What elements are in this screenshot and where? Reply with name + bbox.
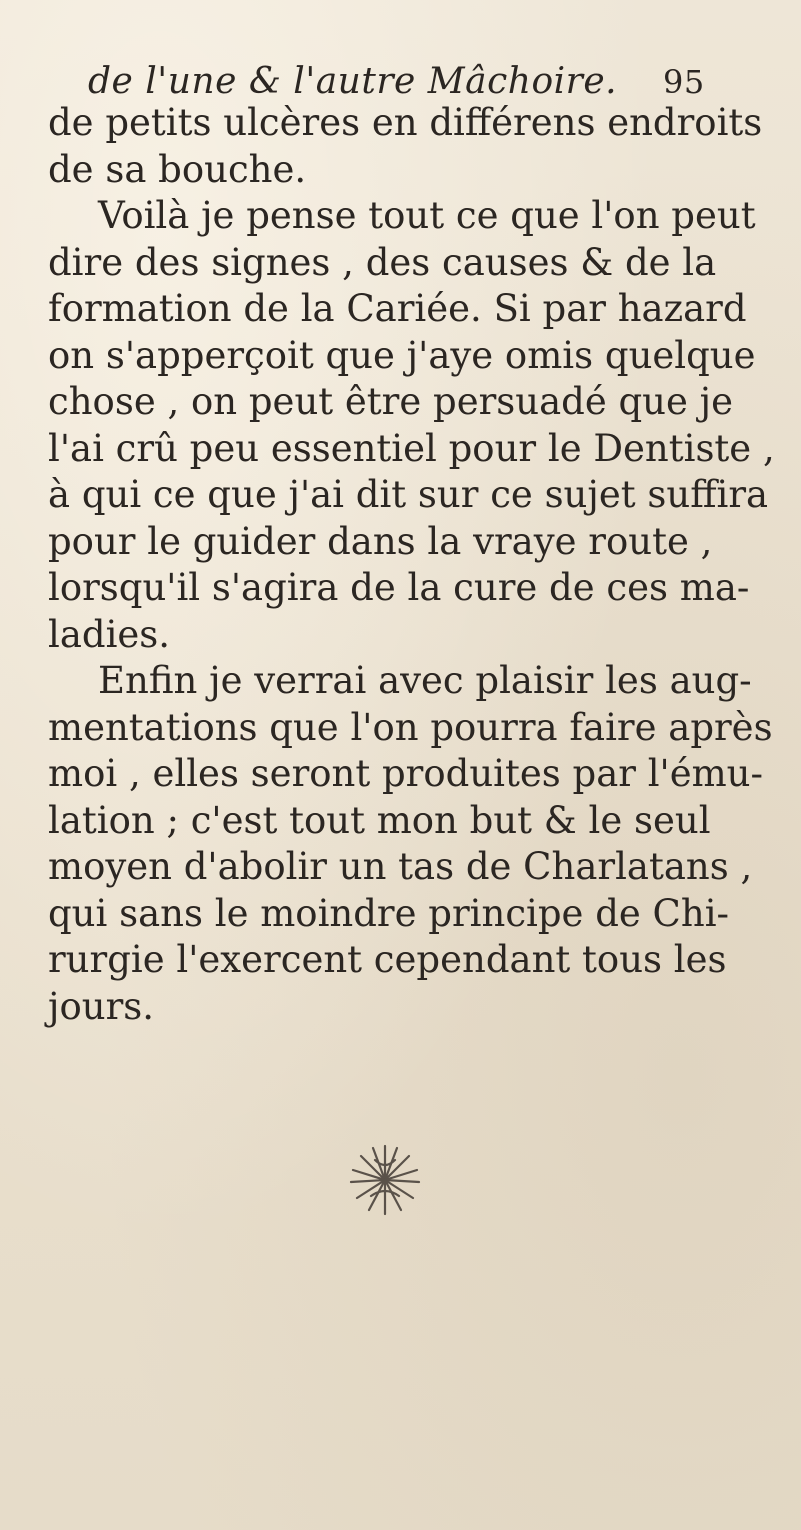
text-line: chose , on peut être persuadé que je — [48, 380, 734, 423]
running-title: de l'une & l'autre Mâchoire. — [88, 61, 618, 102]
text-line: ladies. — [48, 612, 171, 656]
text-line: pour le guider dans la vraye route , — [48, 519, 713, 563]
text-line: formation de la Cariée. Si par hazard — [48, 287, 747, 330]
text-line: on s'apperçoit que j'aye omis quelque — [48, 333, 756, 377]
text-line: moi , elles seront produites par l'ému- — [48, 752, 764, 795]
text-line: lorsqu'il s'agira de la cure de ces ma- — [48, 566, 750, 609]
text-line: lation ; c'est tout mon but & le seul — [48, 798, 711, 842]
paragraph-start-line: Enfin je verrai avec plaisir les aug- — [98, 659, 752, 702]
text-line: de sa bouche. — [48, 147, 307, 191]
text-line: qui sans le moindre principe de Chi- — [48, 891, 730, 935]
paragraph-start-line: Voilà je pense tout ce que l'on peut — [98, 194, 756, 237]
text-line: rurgie l'exercent cependant tous les — [48, 938, 727, 981]
text-line: mentations que l'on pourra faire après — [48, 705, 773, 749]
text-line: dire des signes , des causes & de la — [48, 240, 717, 284]
floral-ornament-icon — [345, 1140, 425, 1220]
page-number: 95 — [663, 63, 705, 101]
text-line: l'ai crû peu essentiel pour le Dentiste , — [48, 426, 775, 470]
page-header — [88, 61, 705, 102]
text-line: à qui ce que j'ai dit sur ce sujet suffira — [48, 473, 769, 516]
body-text — [40, 100, 775, 1030]
text-line: jours. — [48, 984, 155, 1028]
text-line: moyen d'abolir un tas de Charlatans , — [48, 845, 753, 888]
text-line: de petits ulcères en différens endroits — [48, 101, 763, 144]
